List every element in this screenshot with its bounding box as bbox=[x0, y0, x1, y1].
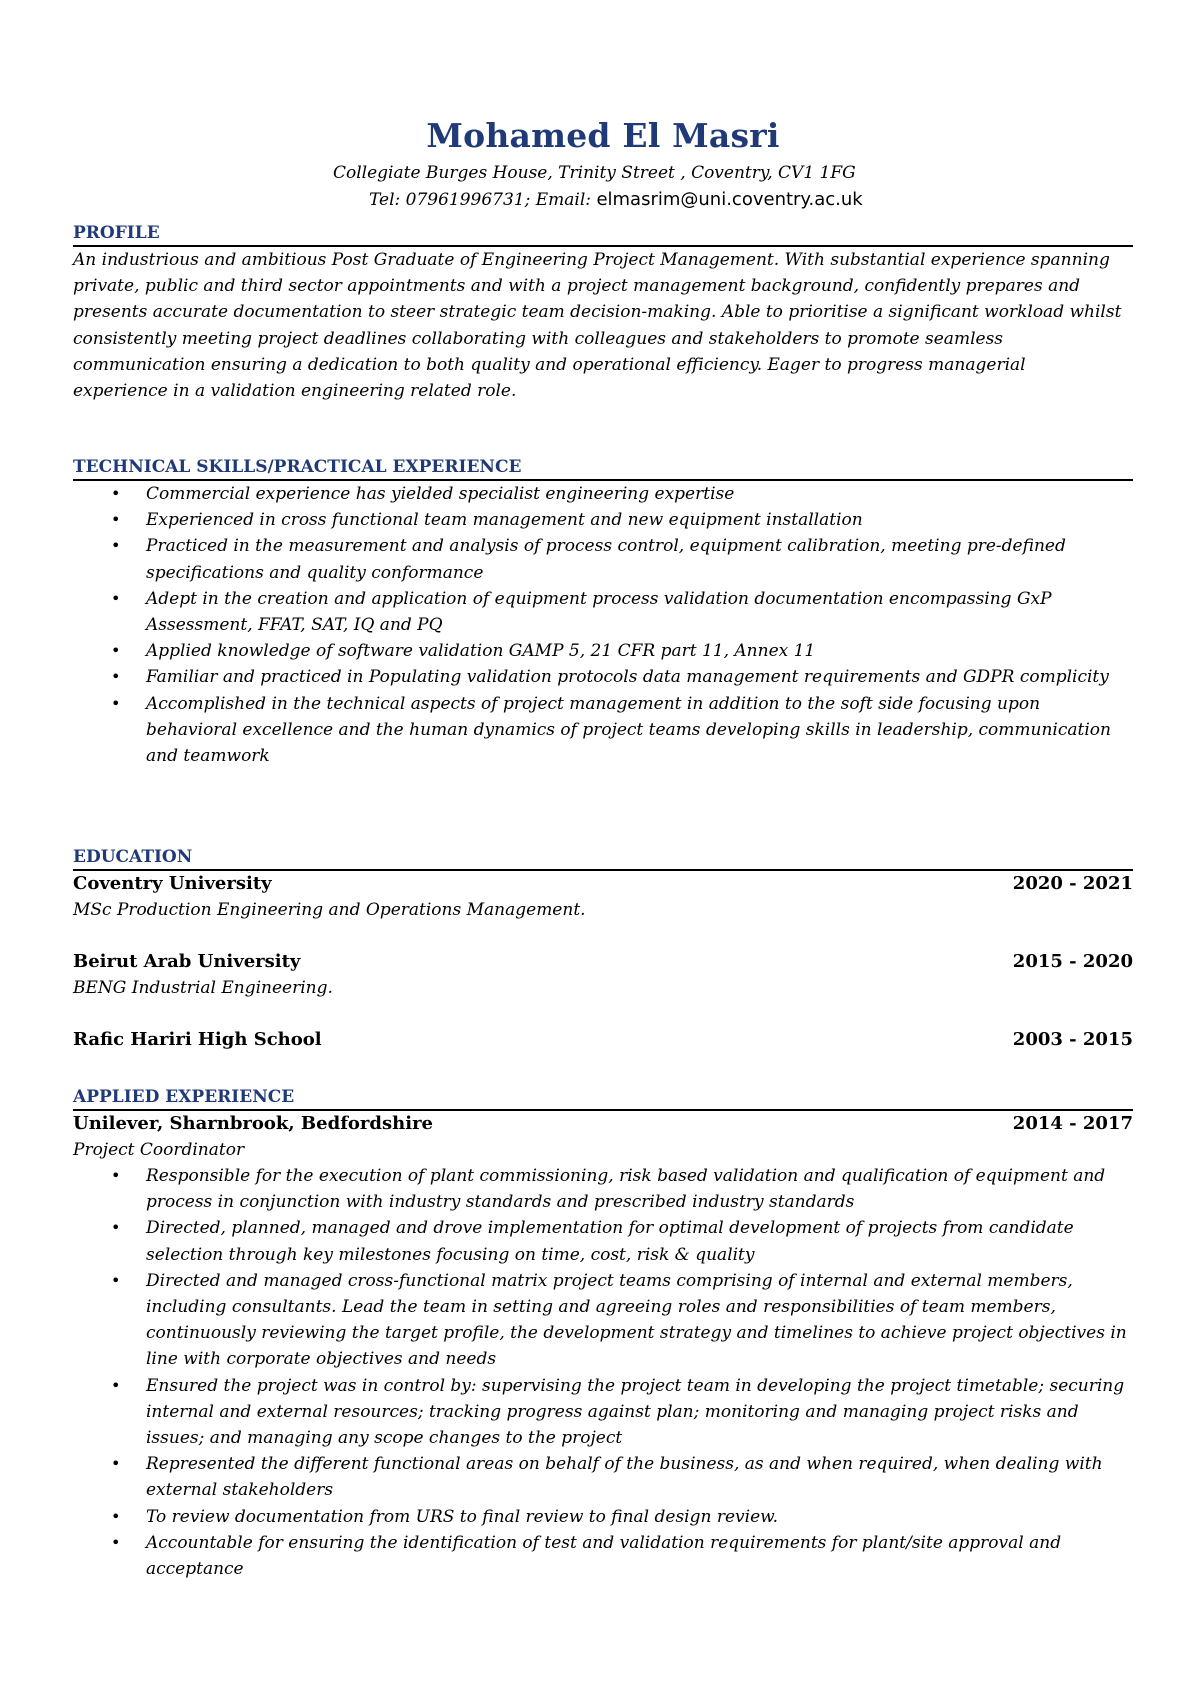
degree-text: MSc Production Engineering and Operations Management. bbox=[73, 900, 586, 920]
experience-section bbox=[73, 1086, 1133, 1582]
email-text: elmasrim@uni.coventry.ac.uk bbox=[596, 189, 863, 210]
address-line: Collegiate Burges House, Trinity Street , Coventry, CV1 1FG bbox=[333, 163, 856, 183]
list-item: • Applied knowledge of software validation GAMP 5, 21 CFR part 11, Annex 11 bbox=[73, 638, 1133, 664]
school-name: Coventry University bbox=[73, 873, 272, 894]
education-entry bbox=[73, 871, 1133, 923]
bullet-icon: • bbox=[111, 1218, 121, 1238]
contact-line bbox=[369, 189, 863, 210]
degree-text: BENG Industrial Engineering. bbox=[73, 978, 333, 998]
job-role: Project Coordinator bbox=[73, 1140, 245, 1160]
list-item: • Experienced in cross functional team management and new equipment installation bbox=[73, 507, 1133, 533]
date-range: 2014 - 2017 bbox=[1012, 1113, 1133, 1134]
list-item: • To review documentation from URS to final review to final design review. bbox=[73, 1504, 1133, 1530]
bullet-icon: • bbox=[111, 693, 121, 713]
section-title-skills: TECHNICAL SKILLS/PRACTICAL EXPERIENCE bbox=[73, 456, 1133, 481]
list-item: • Adept in the creation and application of equipment process validation documentation encompassing GxP Assessment, FFAT, SAT, IQ and PQ bbox=[73, 586, 1133, 638]
school-name: Rafic Hariri High School bbox=[73, 1029, 322, 1050]
list-item: • Directed and managed cross-functional matrix project teams comprising of internal and external members, including consultants. Lead the team in setting and agreeing roles and responsibilities of team members, continuously reviewing the target profile, the development strategy and timelines to achieve project objectives in line with corporate objectives and needs bbox=[73, 1268, 1133, 1373]
company-name: Unilever, Sharnbrook, Bedfordshire bbox=[73, 1113, 433, 1134]
bullet-icon: • bbox=[111, 1375, 121, 1395]
bullet-icon: • bbox=[111, 667, 121, 687]
bullet-icon: • bbox=[111, 641, 121, 661]
phone-text: Tel: 07961996731; Email: bbox=[369, 190, 597, 210]
date-range: 2020 - 2021 bbox=[1012, 873, 1133, 894]
date-range: 2003 - 2015 bbox=[1012, 1029, 1133, 1050]
bullet-icon: • bbox=[111, 1532, 121, 1552]
profile-section bbox=[73, 222, 1133, 404]
bullet-icon: • bbox=[111, 1454, 121, 1474]
list-item: • Represented the different functional areas on behalf of the business, as and when required, when dealing with external stakeholders bbox=[73, 1451, 1133, 1503]
skills-section bbox=[73, 456, 1133, 769]
bullet-icon: • bbox=[111, 1166, 121, 1185]
list-item: • Directed, planned, managed and drove implementation for optimal development of projects from candidate selection through key milestones focusing on time, cost, risk & quality bbox=[73, 1215, 1133, 1267]
list-item: • Practiced in the measurement and analysis of process control, equipment calibration, meeting pre-defined specifications and quality conformance bbox=[73, 533, 1133, 585]
candidate-name: Mohamed El Masri bbox=[426, 116, 780, 155]
experience-list bbox=[73, 1163, 1133, 1582]
section-title-experience: APPLIED EXPERIENCE bbox=[73, 1086, 1133, 1111]
bullet-icon: • bbox=[111, 536, 121, 556]
section-title-profile: PROFILE bbox=[73, 222, 1133, 247]
skills-list bbox=[73, 481, 1133, 769]
bullet-icon: • bbox=[111, 1506, 121, 1526]
list-item: • Ensured the project was in control by: supervising the project team in developing the project timetable; securing internal and external resources; tracking progress against plan; monitoring and managing project risks and issues; and managing any scope changes to the project bbox=[73, 1373, 1133, 1452]
section-title-education: EDUCATION bbox=[73, 846, 1133, 871]
list-item: • Familiar and practiced in Populating validation protocols data management requirements and GDPR complicity bbox=[73, 664, 1133, 690]
list-item: • Commercial experience has yielded specialist engineering expertise bbox=[73, 481, 1133, 507]
bullet-icon: • bbox=[111, 1270, 121, 1290]
education-section bbox=[73, 846, 1133, 1053]
school-name: Beirut Arab University bbox=[73, 951, 301, 972]
date-range: 2015 - 2020 bbox=[1012, 951, 1133, 972]
list-item: • Accomplished in the technical aspects of project management in addition to the soft side focusing upon behavioral excellence and the human dynamics of project teams developing skills in leadership, communication and teamwork bbox=[73, 691, 1133, 770]
education-entry bbox=[73, 1027, 1133, 1053]
bullet-icon: • bbox=[111, 510, 121, 530]
bullet-icon: • bbox=[111, 484, 121, 503]
education-entry bbox=[73, 949, 1133, 1001]
list-item: • Responsible for the execution of plant commissioning, risk based validation and qualification of equipment and process in conjunction with industry standards and prescribed industry standards bbox=[73, 1163, 1133, 1215]
profile-text: An industrious and ambitious Post Graduate of Engineering Project Management. With substantial experience spanning private, public and third sector appointments and with a project management background, confidently prepares and presents accurate documentation to steer strategic team decision-making. Able to prioritise a significant workload whilst consistently meeting project deadlines collaborating with colleagues and stakeholders to promote seamless communication ensuring a dedication to both quality and operational efficiency. Eager to progress managerial experience in a validation engineering related role. bbox=[73, 250, 1122, 402]
list-item: • Accountable for ensuring the identification of test and validation requirements for plant/site approval and acceptance bbox=[73, 1530, 1133, 1582]
bullet-icon: • bbox=[111, 588, 121, 608]
